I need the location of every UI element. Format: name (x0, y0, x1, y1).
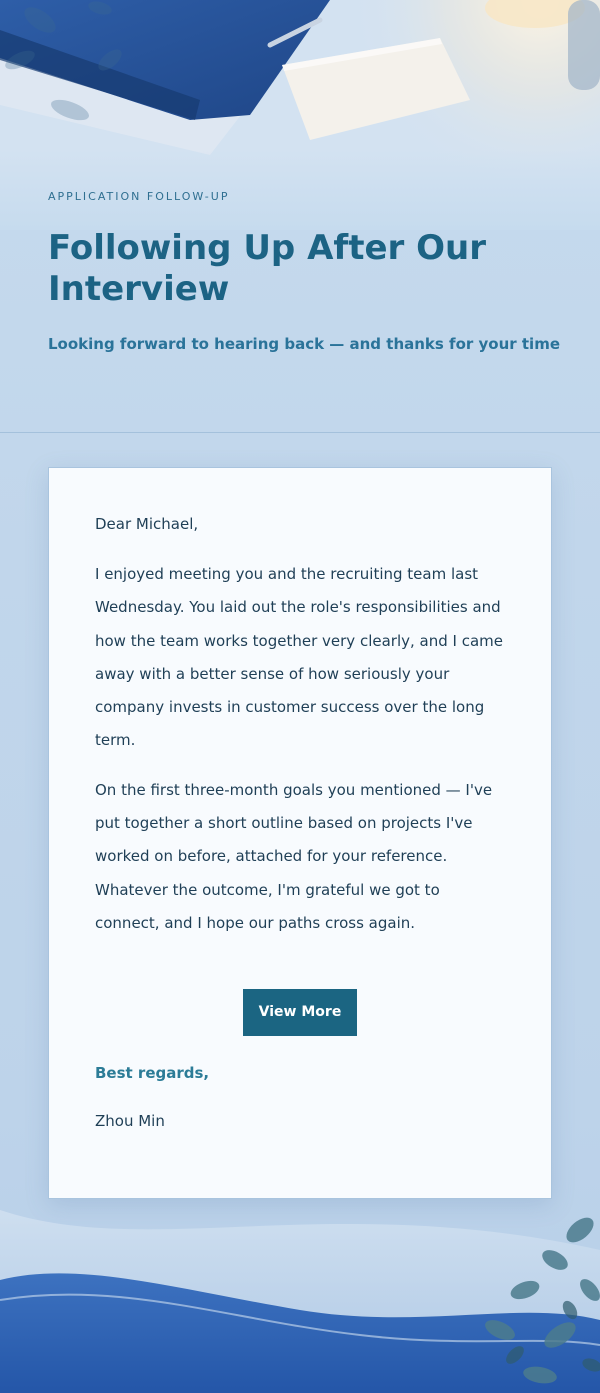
wave-and-leaves-illustration (0, 1150, 600, 1393)
letter-paragraph: On the first three-month goals you mentioned — I've put together a short outline based on projects I've worked on before, attached for your reference. Whatever the outcome, I'm grateful we got to connect, and I hope our paths cross again. (95, 780, 493, 932)
letter-greeting: Dear Michael, (95, 515, 199, 533)
page-subtitle: Looking forward to hearing back — and thanks for your time (48, 335, 560, 353)
eyebrow-label: APPLICATION FOLLOW-UP (48, 190, 230, 203)
footer-decoration (0, 1150, 600, 1393)
letter-signoff: Best regards, (95, 1064, 210, 1082)
letter-paragraph: I enjoyed meeting you and the recruiting team last Wednesday. You laid out the role's responsibilities and how the team works together very clearly, and I came away with a better sense of how seriously your company invests in customer success over the long term. (95, 565, 503, 750)
letter-card (48, 467, 552, 1199)
header-divider (0, 432, 600, 433)
letter-body (95, 512, 505, 956)
page-title: Following Up After Our Interview (48, 228, 486, 309)
letter-signature: Zhou Min (95, 1112, 165, 1130)
view-more-button[interactable]: View More (243, 989, 357, 1036)
cta-container (49, 989, 551, 1036)
